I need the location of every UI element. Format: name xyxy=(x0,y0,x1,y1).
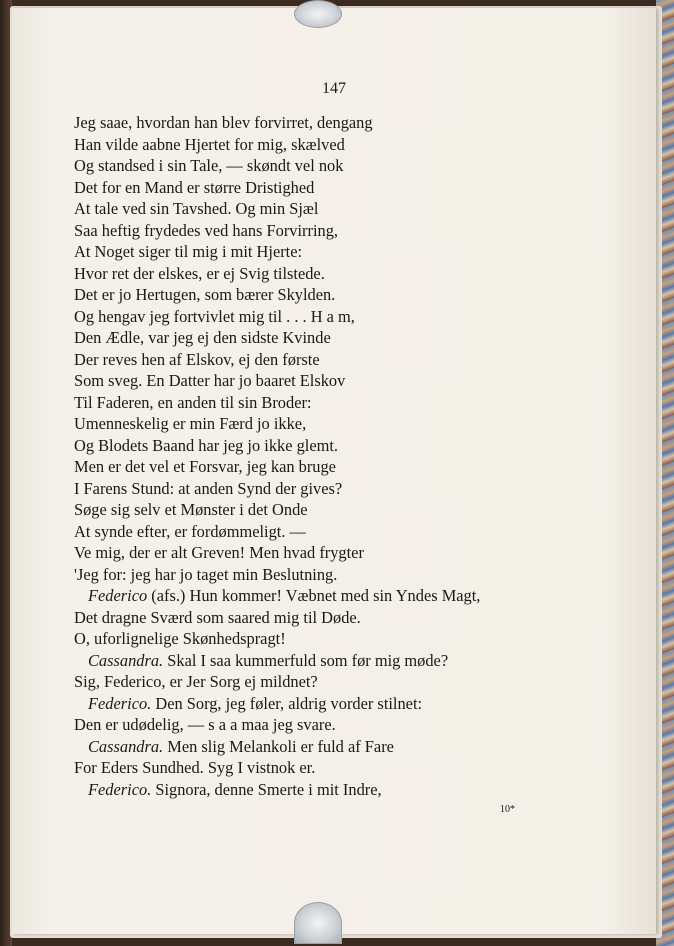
verse-line: Men er det vel et Forsvar, jeg kan bruge xyxy=(74,457,336,476)
verse-line: Jeg saae, hvordan han blev forvirret, dengang xyxy=(74,113,373,132)
dialogue-line xyxy=(74,714,614,736)
speaker-name: Federico. xyxy=(88,779,152,799)
dialogue-line xyxy=(74,757,614,779)
verse-line: Hvor ret der elskes, er ej Svig tilstede. xyxy=(74,263,325,283)
dialogue-text: Den Sorg, jeg føler, aldrig vorder stilnet: xyxy=(151,693,423,713)
verse-line: Det for en Mand er større Dristighed xyxy=(74,177,315,197)
dialogue-line xyxy=(74,779,614,801)
verse-line: Som sveg. En Datter har jo baaret Elskov xyxy=(74,371,346,390)
dialogue-line xyxy=(74,736,614,758)
dialogue-text: Men slig Melankoli er fuld af Fare xyxy=(163,736,394,756)
dialogue-text: Sig, Federico, er Jer Sorg ej mildnet? xyxy=(74,672,318,691)
verse-line: At Noget siger til mig i mit Hjerte: xyxy=(74,242,303,261)
verse-line: I Farens Stund: at anden Synd der gives? xyxy=(74,478,343,498)
dialogue-text: For Eders Sundhed. Syg I vistnok er. xyxy=(74,758,316,777)
dialogue-line xyxy=(74,585,614,607)
verse-line: Og hengav jeg fortvivlet mig til . . . H a m, xyxy=(74,306,355,326)
page-number: 147 xyxy=(322,80,346,97)
verse-line: Det er jo Hertugen, som bærer Skylden. xyxy=(74,285,336,304)
verse-line: Den Ædle, var jeg ej den sidste Kvinde xyxy=(74,328,331,347)
dialogue-line xyxy=(74,671,614,693)
page-clip-bottom xyxy=(294,902,342,944)
verse-line: Til Faderen, en anden til sin Broder: xyxy=(74,392,312,412)
speaker-name: Cassandra. xyxy=(88,650,164,670)
speaker-name: Cassandra. xyxy=(88,736,164,756)
dialogue-text: Skal I saa kummerfuld som før mig møde? xyxy=(163,650,449,670)
speaker-name: Federico xyxy=(88,586,148,605)
printer-signature-mark: 10* xyxy=(500,804,515,815)
dialogue-text: Det dragne Sværd som saared mig til Døde. xyxy=(74,607,361,627)
speaker-name: Federico. xyxy=(88,693,152,713)
dialogue-text: Den er udødelig, — s a a maa jeg svare. xyxy=(74,715,336,734)
verse-line: 'Jeg for: jeg har jo taget min Beslutning. xyxy=(74,564,338,584)
verse-line: Og standsed i sin Tale, — skøndt vel nok xyxy=(74,156,344,175)
verse-line: Der reves hen af Elskov, ej den første xyxy=(74,349,320,369)
verse-line: Umenneskelig er min Færd jo ikke, xyxy=(74,414,307,433)
dialogue-line xyxy=(74,650,614,672)
page-clip-top xyxy=(294,0,342,28)
verse-line: Og Blodets Baand har jeg jo ikke glemt. xyxy=(74,435,339,455)
verse-line: Han vilde aabne Hjertet for mig, skælved xyxy=(74,134,345,154)
dialogue-text: O, uforlignelige Skønhedspragt! xyxy=(74,629,286,648)
verse-text xyxy=(74,112,614,800)
verse-line: Ve mig, der er alt Greven! Men hvad frygter xyxy=(74,543,364,562)
verse-line: Søge sig selv et Mønster i det Onde xyxy=(74,500,308,519)
dialogue-line xyxy=(74,693,614,715)
dialogue-text: (afs.) Hun kommer! Væbnet med sin Yndes Magt, xyxy=(147,586,481,605)
dialogue-text: Signora, denne Smerte i mit Indre, xyxy=(151,779,382,799)
dialogue-line xyxy=(74,628,614,650)
book-page xyxy=(12,8,656,934)
verse-line: Saa heftig frydedes ved hans Forvirring, xyxy=(74,220,339,240)
verse-line: At synde efter, er fordømmeligt. — xyxy=(74,521,306,541)
verse-line: At tale ved sin Tavshed. Og min Sjæl xyxy=(74,199,319,218)
dialogue-line xyxy=(74,607,614,629)
